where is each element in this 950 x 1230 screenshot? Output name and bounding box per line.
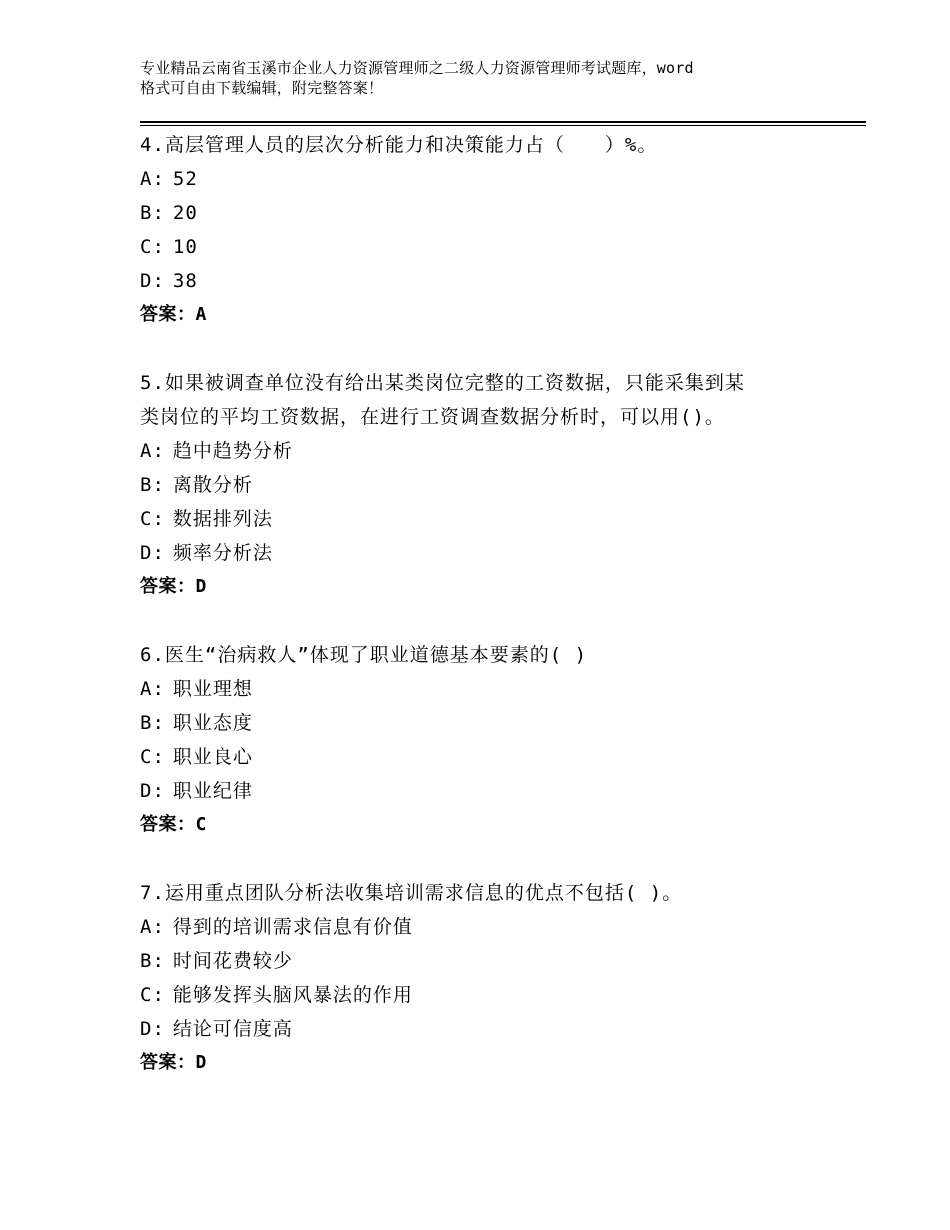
- option-c: [140, 502, 840, 536]
- option-text: 职业态度: [172, 712, 253, 734]
- option-letter: D:: [140, 1018, 165, 1040]
- question-6: [140, 638, 840, 842]
- option-text: 数据排列法: [172, 508, 273, 530]
- option-letter: C:: [140, 746, 165, 768]
- answer-line: 答案：D: [140, 576, 207, 597]
- option-letter: B:: [140, 474, 165, 496]
- answer-line: 答案：A: [140, 304, 207, 325]
- option-text: 趋中趋势分析: [172, 440, 293, 462]
- option-text: 得到的培训需求信息有价值: [172, 916, 413, 938]
- option-c: [140, 230, 840, 264]
- option-text: 结论可信度高: [172, 1018, 293, 1040]
- option-letter: B:: [140, 202, 165, 224]
- option-text: 离散分析: [172, 474, 253, 496]
- option-letter: A:: [140, 916, 165, 938]
- option-a: [140, 672, 840, 706]
- header-line-1: 专业精品云南省玉溪市企业人力资源管理师之二级人力资源管理师考试题库，word: [140, 59, 694, 77]
- option-b: [140, 468, 840, 502]
- option-text: 20: [172, 202, 198, 224]
- question-stem: 4.高层管理人员的层次分析能力和决策能力占（ ）%。: [140, 134, 658, 156]
- option-text: 时间花费较少: [172, 950, 293, 972]
- option-letter: A:: [140, 678, 165, 700]
- option-letter: C:: [140, 984, 165, 1006]
- question-stem: 类岗位的平均工资数据，在进行工资调查数据分析时，可以用()。: [140, 406, 725, 428]
- option-letter: A:: [140, 440, 165, 462]
- option-letter: D:: [140, 542, 165, 564]
- question-5: [140, 366, 840, 604]
- header-divider-thick: [140, 121, 866, 123]
- option-text: 职业纪律: [172, 780, 253, 802]
- document-header: [140, 58, 840, 98]
- option-a: [140, 162, 840, 196]
- option-d: [140, 536, 840, 570]
- option-d: [140, 774, 840, 808]
- answer-line: 答案：C: [140, 814, 207, 835]
- option-d: [140, 264, 840, 298]
- option-text: 频率分析法: [172, 542, 273, 564]
- option-text: 52: [172, 168, 198, 190]
- option-text: 能够发挥头脑风暴法的作用: [172, 984, 413, 1006]
- option-b: [140, 706, 840, 740]
- option-letter: D:: [140, 780, 165, 802]
- question-stem: 5.如果被调查单位没有给出某类岗位完整的工资数据，只能采集到某: [140, 372, 745, 394]
- option-b: [140, 944, 840, 978]
- question-7: [140, 876, 840, 1080]
- option-d: [140, 1012, 840, 1046]
- question-list: [140, 128, 840, 1114]
- option-text: 10: [172, 236, 198, 258]
- option-letter: D:: [140, 270, 165, 292]
- answer-line: 答案：D: [140, 1052, 207, 1073]
- question-4: [140, 128, 840, 332]
- option-c: [140, 978, 840, 1012]
- option-a: [140, 910, 840, 944]
- header-line-2: 格式可自由下载编辑，附完整答案！: [140, 79, 384, 97]
- option-a: [140, 434, 840, 468]
- option-letter: A:: [140, 168, 165, 190]
- option-letter: C:: [140, 508, 165, 530]
- header-divider-thin: [140, 125, 866, 126]
- option-text: 38: [172, 270, 198, 292]
- option-letter: C:: [140, 236, 165, 258]
- question-stem: 6.医生“治病救人”体现了职业道德基本要素的( ): [140, 644, 588, 666]
- option-c: [140, 740, 840, 774]
- option-letter: B:: [140, 712, 165, 734]
- option-b: [140, 196, 840, 230]
- option-letter: B:: [140, 950, 165, 972]
- question-stem: 7.运用重点团队分析法收集培训需求信息的优点不包括( )。: [140, 882, 683, 904]
- option-text: 职业理想: [172, 678, 253, 700]
- option-text: 职业良心: [172, 746, 253, 768]
